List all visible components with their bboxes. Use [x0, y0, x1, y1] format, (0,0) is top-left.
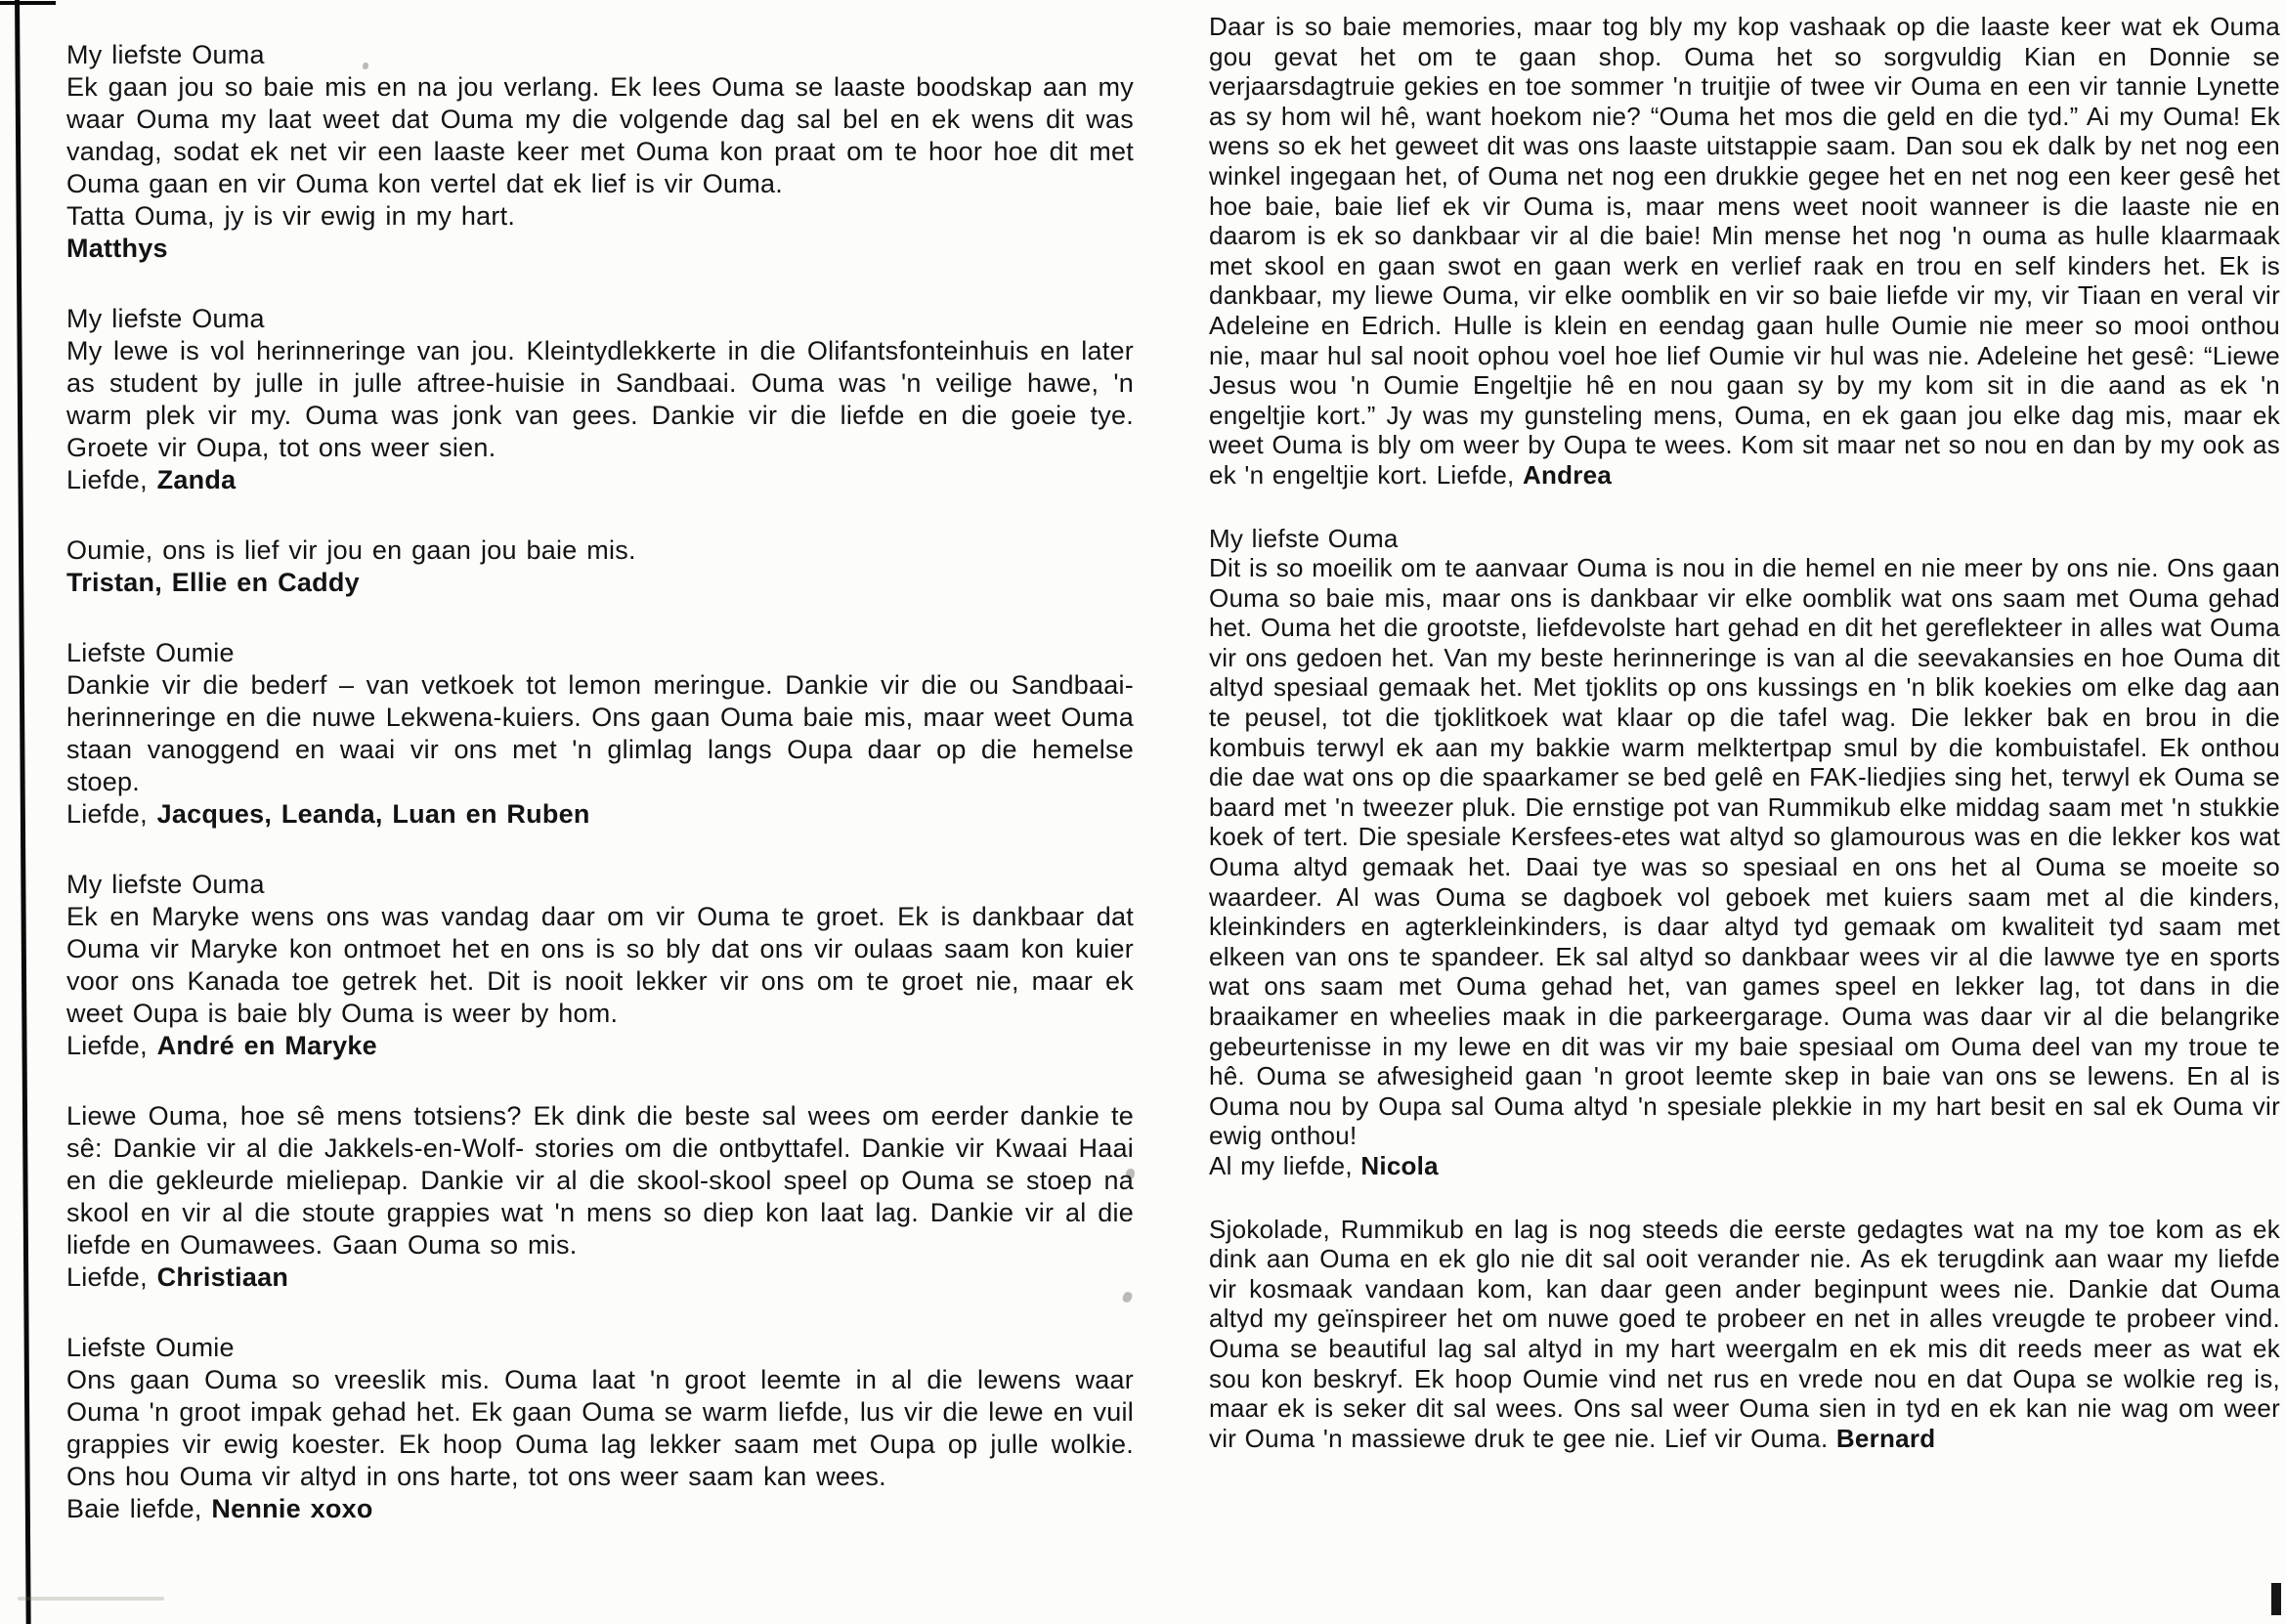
letter-salutation: My liefste Ouma — [66, 304, 265, 333]
letter-salutation: My liefste Ouma — [66, 870, 265, 899]
left-column — [66, 39, 1134, 1563]
letter-salutation: My liefste Ouma — [66, 40, 265, 69]
signature-name: Matthys — [66, 234, 168, 263]
scan-smudge-bottom-left — [18, 1597, 164, 1601]
memorial-letter — [66, 39, 1134, 265]
signature-prefix: Liefde, — [66, 1262, 157, 1292]
memorial-letter — [66, 637, 1134, 831]
letter-body: Ek en Maryke wens ons was vandag daar om vir Ouma te groet. Ek is dankbaar dat Ouma vir Maryke kon ontmoet het en ons is so bly dat ons vir oulaas saam kon kuier voor ons Kanada toe getrek het. Dit is nooit lekker vir ons om te groet nie, maar ek weet Oupa is baie bly Ouma is weer by hom. — [66, 902, 1134, 1028]
letter-body: Ons gaan Ouma so vreeslik mis. Ouma laat 'n groot leemte in al die lewens waar Ouma 'n groot impak gehad het. Ek gaan Ouma se warm liefde, lus vir die lewe en vuil grappies vir ewig koester. Ek hoop Ouma lag lekker saam met Oupa op julle wolkie. Ons hou Ouma vir altyd in ons harte, tot ons weer saam kan wees. — [66, 1365, 1134, 1491]
memorial-letter — [66, 1100, 1134, 1294]
signature-prefix: Al my liefde, — [1209, 1150, 1361, 1180]
signature-prefix: Liefde, — [66, 799, 157, 829]
scan-edge-line-left — [15, 0, 30, 1624]
letter-body: My lewe is vol herinneringe van jou. Kleintydlekkerte in die Olifantsfonteinhuis en later as student by julle in julle aftree-huisie in Sandbaai. Ouma was 'n veilige hawe, 'n warm plek vir my. Ouma was jonk van gees. Dankie vir die liefde en die goeie tye. Groete vir Oupa, tot ons weer sien. — [66, 336, 1134, 462]
letter-body: Dankie vir die bederf – van vetkoek tot lemon meringue. Dankie vir die ou Sandbaai-herinneringe en die nuwe Lekwena-kuiers. Ons gaan Ouma baie mis, maar weet Ouma staan vanoggend en waai vir ons met 'n glimlag langs Oupa daar op die hemelse stoep. — [66, 670, 1134, 796]
letter-signature-line — [66, 233, 1134, 265]
signature-prefix: Baie liefde, — [66, 1494, 212, 1523]
memorial-letter — [1209, 12, 2280, 491]
signature-prefix: Liefde, — [66, 465, 157, 494]
letter-body: Dit is so moeilik om te aanvaar Ouma is nou in die hemel en nie meer by ons nie. Ons gaan Ouma so baie mis, maar ons is dankbaar vir elke oomblik wat ons saam met Ouma gehad het. Ouma het die grootste, liefdevolste hart gehad en dit het gereflekteer in alles wat Ouma vir ons gedoen het. Van my beste herinneringe is van al die seevakansies en hoe Ouma dit altyd spesiaal gemaak het. Met tjoklits op ons kussings en 'n blik koekies om elke dag aan te peusel, tot die tjoklitkoek wat klaar op die tafel wag. Die lekker bak en brou in die kombuis terwyl ek aan my bakkie warm melktertpap smul by die kombuistafel. Ek onthou die dae wat ons op die spaarkamer se bed gelê en FAK-liedjies sing het, terwyl ek Ouma se baard met 'n tweezer pluk. Die ernstige pot van Rummikub elke middag saam met 'n stukkie koek of tert. Die spesiale Kersfees-etes wat altyd so glamourous was en die lekker kos wat Ouma altyd gemaak het. Daai tye was so spesiaal en ons het al Ouma se moeite so waardeer. Al was Ouma se dagboek vol geboek met kuiers saam met al die kinders, kleinkinders en agterkleinkinders, is daar altyd tyd gemaak om kwaliteit tyd saam met elkeen van ons te spandeer. Ek sal altyd so dankbaar wees vir al die lawwe tye en sports wat ons saam met Ouma gehad het, van games speel en lekker lag, tot dans in die braaikamer en wheelies maak in die parkeergarage. Ouma was daar vir al die belangrike gebeurtenisse in my lewe en dit was vir my baie spesiaal om Ouma deel van my troue te hê. Ouma se afwesigheid gaan 'n groot leemte skep in baie van ons se lewens. En al is Ouma nou by Oupa sal Ouma altyd 'n spesiale plekkie in my hart besit en sal ek Ouma vir ewig onthou! — [1209, 553, 2280, 1151]
letter-body: Ek gaan jou so baie mis en na jou verlang. Ek lees Ouma se laaste boodskap aan my waar Ouma my laat weet dat Ouma my die volgende dag sal bel en ek wens dit was vandag, sodat ek net vir een laaste keer met Ouma kon praat om te hoor hoe dit met Ouma gaan en vir Ouma kon vertel dat ek lief is vir Ouma. — [66, 72, 1134, 198]
memorial-letter — [66, 869, 1134, 1062]
signature-name: Zanda — [156, 465, 237, 494]
letter-body: Daar is so baie memories, maar tog bly my kop vashaak op die laaste keer wat ek Ouma gou gevat het om te gaan shop. Ouma het so sorgvuldig Kian en Donnie se verjaarsdagtruie gekies en toe sommer 'n truitjie of twee vir Ouma en een vir tannie Lynette as sy hom wil hê, want hoekom nie? “Ouma het mos die geld en die tyd.” Ai my Ouma! Ek wens so ek het geweet dit was ons laaste uitstappie saam. Dan sou ek dalk by net nog een winkel ingegaan het, of Ouma net nog een drukkie gegee het en net nog een keer gesê het hoe baie, baie lief ek vir Ouma is, maar mens weet nooit wanneer is die laaste nie en daarom is ek so dankbaar vir al die baie! Min mense het nog 'n ouma as hulle klaarmaak met skool en gaan swot en gaan werk en verlief raak en trou en self kinders het. Ek is dankbaar, my liewe Ouma, vir elke oomblik en vir so baie liefde vir my, vir Tiaan en veral vir Adeleine en Edrich. Hulle is klein en eendag gaan hulle Oumie nie meer so mooi onthou nie, maar hul sal nooit ophou voel hoe lief Oumie vir hul was nie. Adeleine het gesê: “Liewe Jesus wou 'n Oumie Engeltjie hê en nou gaan sy by my kom sit in die aand as ek 'n engeltjie kort.” Jy was my gunsteling mens, Ouma, en ek gaan jou elke dag mis, maar ek weet Ouma is bly om weer by Oupa te wees. Kom sit maar net so nou en dan by my ook as ek 'n engeltjie kort. Liefde, Andrea — [1209, 12, 2280, 490]
scan-mark-bottom-right — [2271, 1583, 2281, 1615]
letter-salutation: Liefste Oumie — [66, 638, 235, 667]
signature-name: André en Maryke — [156, 1031, 377, 1060]
scan-edge-line-top — [0, 1, 56, 5]
memorial-letter — [1209, 524, 2280, 1181]
letter-body: Liewe Ouma, hoe sê mens totsiens? Ek dink die beste sal wees om eerder dankie te sê: Dankie vir al die Jakkels-en-Wolf- stories om die ontbyttafel. Dankie vir Kwaai Haai en die gekleurde mieliepap. Dankie vir al die skool-skool speel op Ouma se stoep na skool en vir al die stoute grappies wat 'n mens so diep kon laat lag. Dankie vir al die liefde en Oumawees. Gaan Ouma so mis. — [66, 1101, 1134, 1260]
signature-name: Andrea — [1522, 459, 1613, 490]
right-column — [1209, 12, 2280, 1486]
letter-signature-line — [66, 798, 1134, 831]
letter-body: Oumie, ons is lief vir jou en gaan jou baie mis. — [66, 535, 636, 565]
letter-salutation: Liefste Oumie — [66, 1333, 235, 1362]
memorial-letter — [66, 534, 1134, 599]
letter-signature-line — [66, 1030, 1134, 1062]
signature-prefix: Liefde, — [66, 1031, 157, 1060]
letter-signature-line — [66, 1493, 1134, 1525]
memorial-letter — [66, 303, 1134, 496]
letter-signature-line — [66, 464, 1134, 496]
letter-extra-line: Tatta Ouma, jy is vir ewig in my hart. — [66, 201, 516, 231]
memorial-letter — [1209, 1215, 2280, 1454]
letter-signature-line — [1209, 1151, 2280, 1181]
memorial-letter — [66, 1332, 1134, 1525]
signature-name: Jacques, Leanda, Luan en Ruben — [156, 799, 590, 829]
signature-name: Nicola — [1360, 1150, 1439, 1180]
letter-body: Sjokolade, Rummikub en lag is nog steeds die eerste gedagtes wat na my toe kom as ek dink aan Ouma en ek glo nie dit sal ooit verander nie. As ek terugdink aan waar my liefde vir kosmaak vandaan kom, kan daar geen ander beginpunt wees nie. Dankie dat Ouma altyd my geïnspireer het om nuwe goed te probeer en net in alles vreugde te probeer vind. Ouma se beautiful lag sal altyd in my hart weergalm en ek mis dit reeds meer as wat ek sou kon beskryf. Ek hoop Oumie vind net rus en vrede nou en dat Oupa se wolkie reg is, maar ek is seker dit sal wees. Ons sal weer Ouma sien in tyd en ek kan nie wag om weer vir Ouma 'n massiewe druk te gee nie. Lief vir Ouma. Bernard — [1209, 1214, 2280, 1453]
signature-name: Tristan, Ellie en Caddy — [66, 568, 360, 597]
signature-name: Bernard — [1835, 1423, 1936, 1453]
letter-salutation: My liefste Ouma — [1209, 523, 1399, 553]
letter-signature-line — [66, 567, 1134, 599]
signature-name: Nennie xoxo — [211, 1494, 373, 1523]
letter-signature-line — [66, 1261, 1134, 1294]
signature-name: Christiaan — [156, 1262, 289, 1292]
